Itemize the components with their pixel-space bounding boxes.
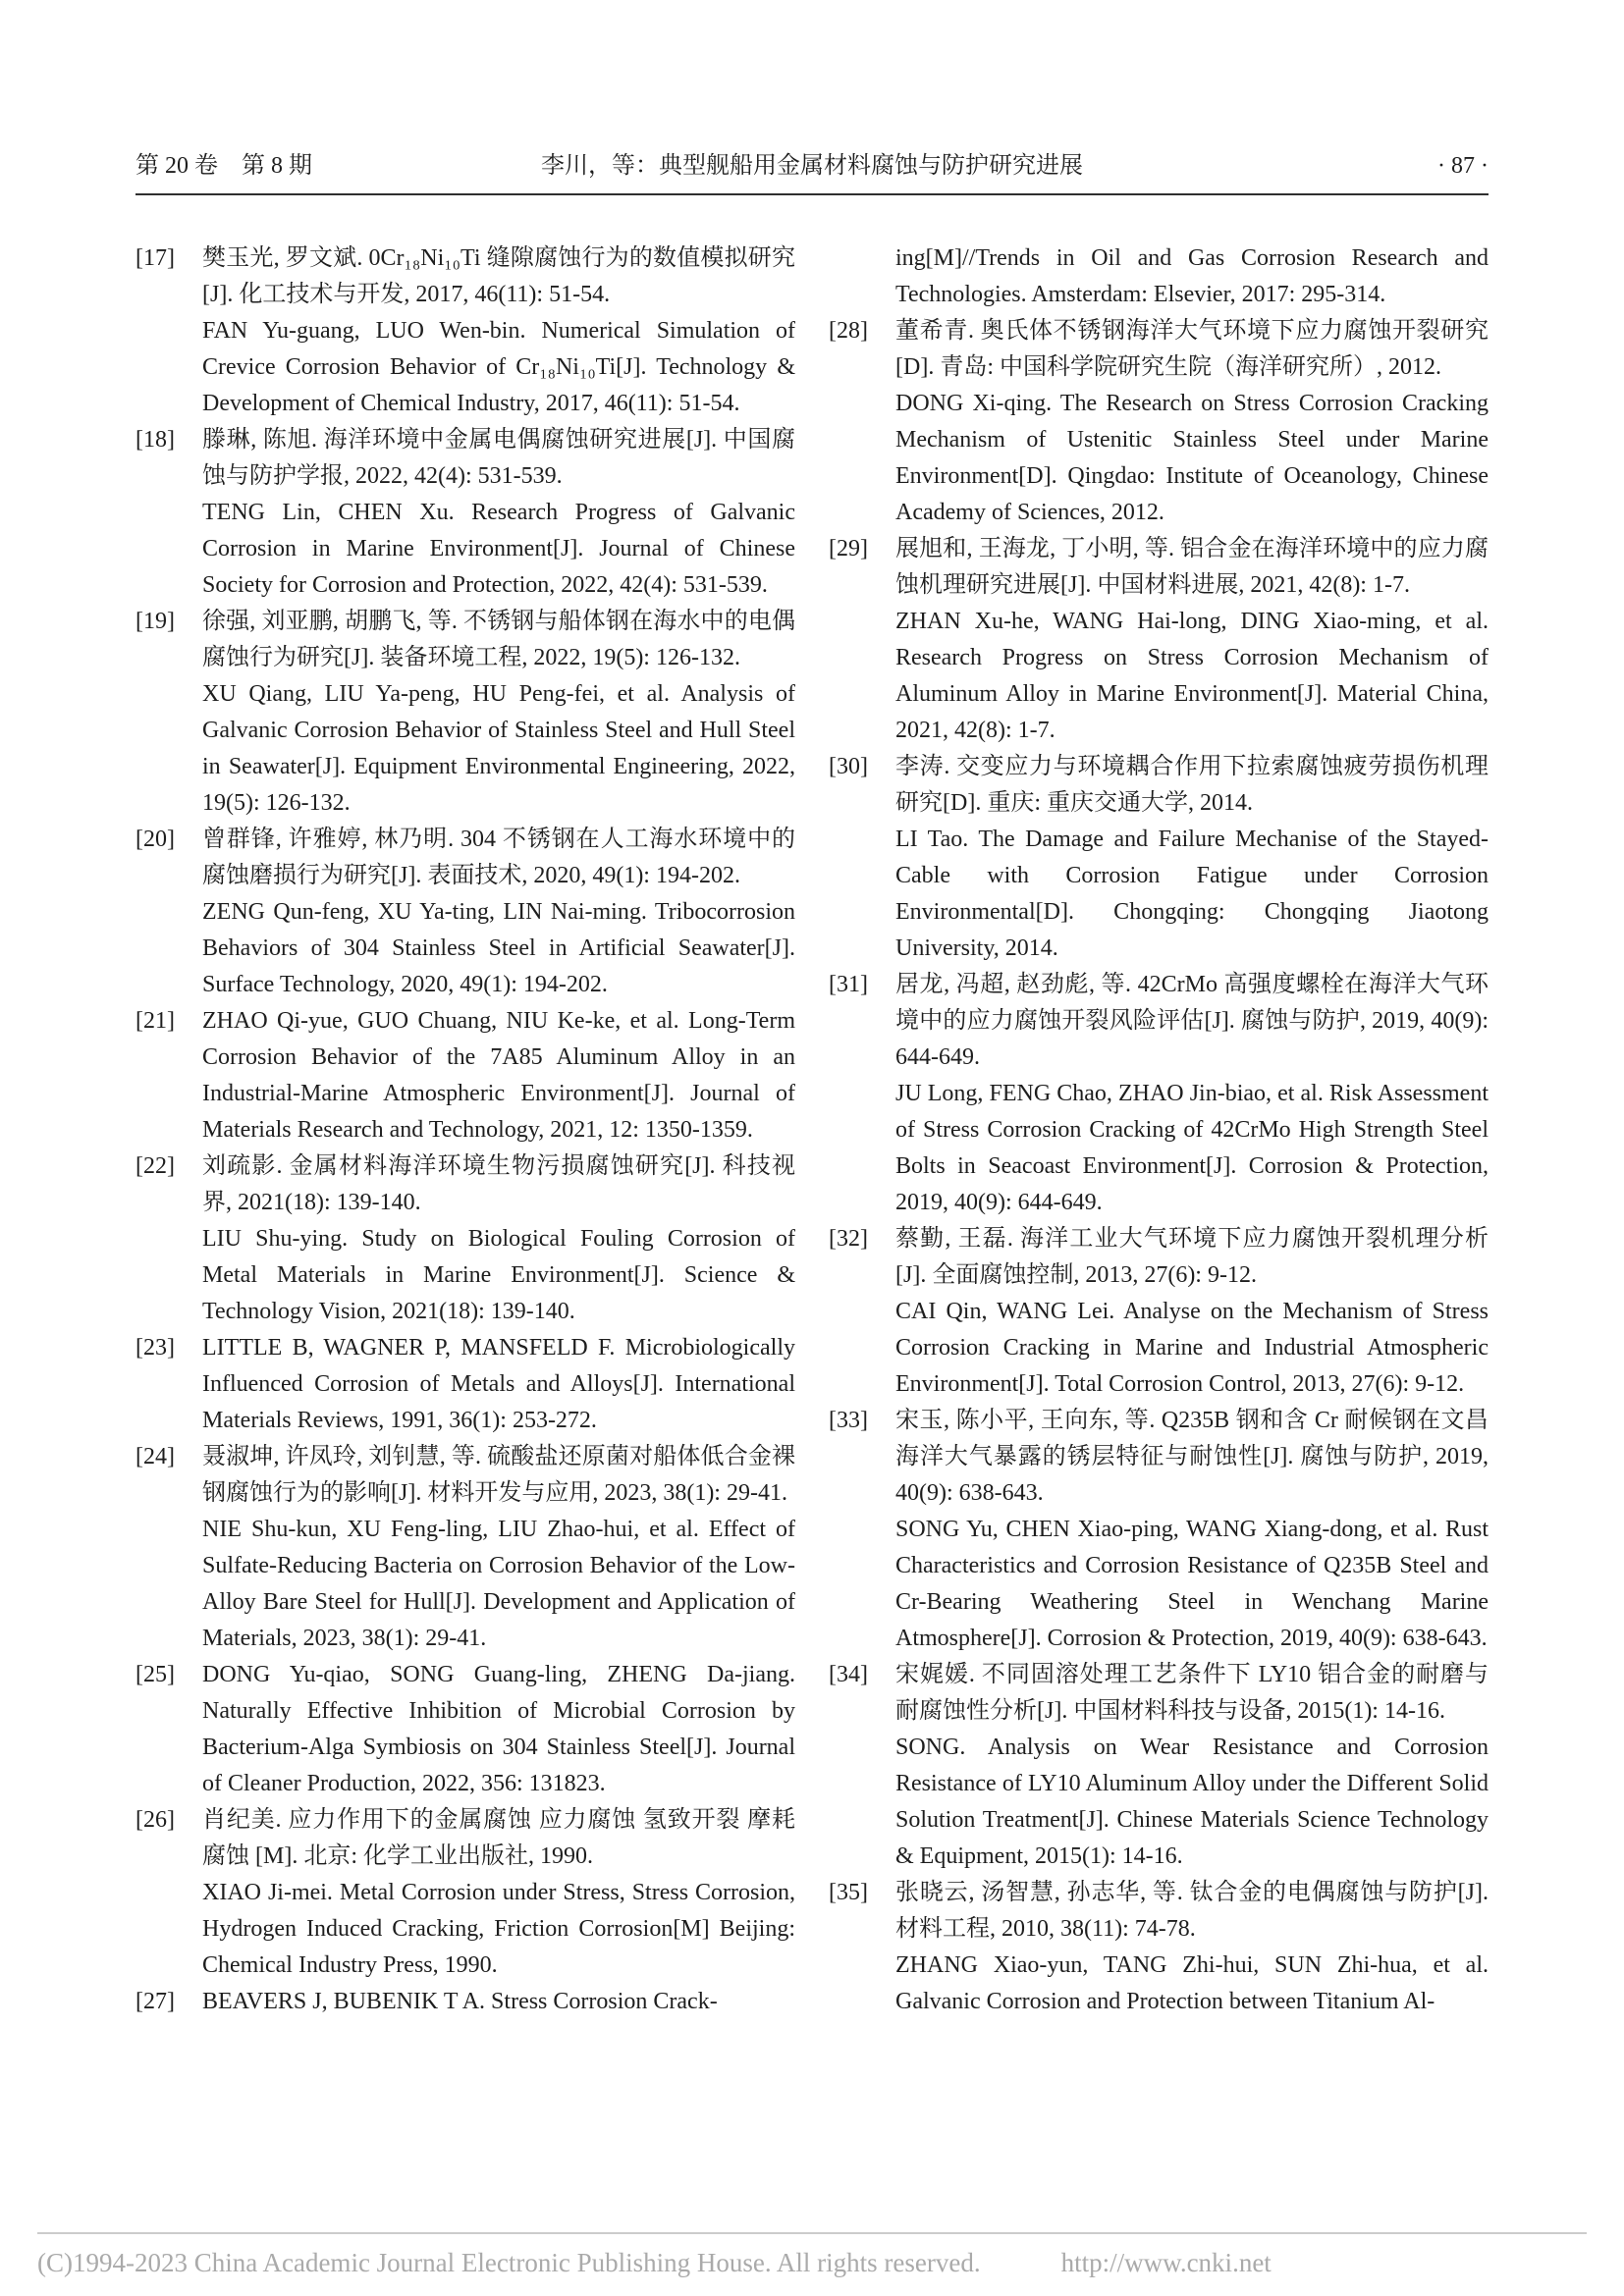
reference-number: [35] — [829, 1880, 868, 1905]
reference-number: [33] — [829, 1408, 868, 1433]
reference-english-text: DONG Xi-qing. The Research on Stress Corrosion Cracking Mechanism of Ustenitic Stainless Steel under Marine Environment[D]. Qingdao: Institute of Oceanology, Chinese Academy of Sciences, 2012. — [895, 391, 1489, 525]
reference-number: [22] — [135, 1153, 175, 1179]
reference-number: [26] — [135, 1807, 175, 1833]
reference-number: [29] — [829, 536, 868, 561]
reference-body — [202, 240, 795, 422]
reference-item — [135, 1003, 795, 1148]
reference-body — [202, 1802, 795, 1984]
footer-copyright: (C)1994-2023 China Academic Journal Electronic Publishing House. All rights reserved. — [37, 2248, 981, 2277]
page-header — [135, 0, 1489, 180]
reference-body — [202, 422, 795, 604]
reference-chinese-text: 刘疏影. 金属材料海洋环境生物污损腐蚀研究[J]. 科技视界, 2021(18): 139-140. — [202, 1153, 795, 1215]
reference-english-text: LITTLE B, WAGNER P, MANSFELD F. Microbiologically Influenced Corrosion of Metals and Alloys[J]. International Materials Reviews, 1991, 36(1): 253-272. — [202, 1335, 795, 1433]
reference-number: [20] — [135, 827, 175, 852]
reference-chinese-text: 徐强, 刘亚鹏, 胡鹏飞, 等. 不锈钢与船体钢在海水中的电偶腐蚀行为研究[J]. 装备环境工程, 2022, 19(5): 126-132. — [202, 609, 795, 670]
reference-item — [829, 313, 1489, 531]
reference-chinese-text: 曾群锋, 许雅婷, 林乃明. 304 不锈钢在人工海水环境中的腐蚀磨损行为研究[J]. 表面技术, 2020, 49(1): 194-202. — [202, 827, 795, 888]
reference-number: [30] — [829, 754, 868, 779]
reference-body — [202, 822, 795, 1003]
reference-chinese-text: 樊玉光, 罗文斌. 0Cr₁₈Ni₁₀Ti 缝隙腐蚀行为的数值模拟研究[J]. 化工技术与开发, 2017, 46(11): 51-54. — [202, 245, 795, 307]
reference-item — [135, 1439, 795, 1657]
reference-chinese-text: 蔡勤, 王磊. 海洋工业大气环境下应力腐蚀开裂机理分析[J]. 全面腐蚀控制, 2013, 27(6): 9-12. — [895, 1226, 1489, 1288]
reference-number: [21] — [135, 1008, 175, 1034]
reference-item — [829, 240, 1489, 313]
references-section — [135, 240, 1489, 2020]
reference-chinese-text: 展旭和, 王海龙, 丁小明, 等. 铝合金在海洋环境中的应力腐蚀机理研究进展[J]. 中国材料进展, 2021, 42(8): 1-7. — [895, 536, 1489, 598]
reference-body — [202, 1148, 795, 1330]
reference-number: [18] — [135, 427, 175, 453]
reference-item — [135, 422, 795, 604]
reference-english-text: ZENG Qun-feng, XU Ya-ting, LIN Nai-ming. Tribocorrosion Behaviors of 304 Stainless Steel in Artificial Seawater[J]. Surface Technology, 2020, 49(1): 194-202. — [202, 899, 795, 997]
reference-body — [895, 240, 1489, 313]
reference-chinese-text: 聂淑坤, 许凤玲, 刘钊慧, 等. 硫酸盐还原菌对船体低合金裸钢腐蚀行为的影响[J]. 材料开发与应用, 2023, 38(1): 29-41. — [202, 1444, 795, 1506]
reference-english-text: NIE Shu-kun, XU Feng-ling, LIU Zhao-hui, et al. Effect of Sulfate-Reducing Bacteria on Corrosion Behavior of the Low-Alloy Bare Steel for Hull[J]. Development and Application of Materials, 2023, 38(1): 29-41. — [202, 1517, 795, 1651]
reference-chinese-text: 肖纪美. 应力作用下的金属腐蚀 应力腐蚀 氢致开裂 摩耗腐蚀 [M]. 北京: 化学工业出版社, 1990. — [202, 1807, 795, 1869]
reference-body — [895, 967, 1489, 1221]
header-volume-issue: 第 20 卷 第 8 期 — [135, 153, 312, 179]
reference-item — [135, 604, 795, 822]
references-column-left — [135, 240, 795, 2020]
reference-body — [895, 531, 1489, 749]
reference-item — [829, 1875, 1489, 2020]
reference-number: [31] — [829, 972, 868, 997]
reference-item — [829, 531, 1489, 749]
reference-body — [202, 1003, 795, 1148]
reference-english-text: TENG Lin, CHEN Xu. Research Progress of Galvanic Corrosion in Marine Environment[J]. Journal of Chinese Society for Corrosion and Protection, 2022, 42(4): 531-539. — [202, 500, 795, 598]
reference-english-text: LI Tao. The Damage and Failure Mechanise of the Stayed-Cable with Corrosion Fatigue under Corrosion Environmental[D]. Chongqing: Chongqing Jiaotong University, 2014. — [895, 827, 1489, 961]
reference-english-text: XU Qiang, LIU Ya-peng, HU Peng-fei, et al. Analysis of Galvanic Corrosion Behavior of Stainless Steel and Hull Steel in Seawater[J]. Equipment Environmental Engineering, 2022, 19(5): 126-132. — [202, 681, 795, 816]
footer-divider — [37, 2232, 1587, 2234]
reference-item — [135, 822, 795, 1003]
header-article-title: 李川，等：典型舰船用金属材料腐蚀与防护研究进展 — [541, 153, 1083, 179]
reference-body — [202, 1330, 795, 1439]
reference-english-text: XIAO Ji-mei. Metal Corrosion under Stress, Stress Corrosion, Hydrogen Induced Cracking, Friction Corrosion[M] Beijing: Chemical Industry Press, 1990. — [202, 1880, 795, 1978]
references-column-right — [829, 240, 1489, 2020]
reference-body — [895, 1221, 1489, 1403]
reference-english-text: ZHAN Xu-he, WANG Hai-long, DING Xiao-ming, et al. Research Progress on Stress Corrosion Mechanism of Aluminum Alloy in Marine Environment[J]. Material China, 2021, 42(8): 1-7. — [895, 609, 1489, 743]
reference-english-text: ing[M]//Trends in Oil and Gas Corrosion Research and Technologies. Amsterdam: Elsevier, 2017: 295-314. — [895, 245, 1489, 307]
reference-chinese-text: 居龙, 冯超, 赵劲彪, 等. 42CrMo 高强度螺栓在海洋大气环境中的应力腐蚀开裂风险评估[J]. 腐蚀与防护, 2019, 40(9): 644-649. — [895, 972, 1489, 1070]
reference-chinese-text: 张晓云, 汤智慧, 孙志华, 等. 钛合金的电偶腐蚀与防护[J]. 材料工程, 2010, 38(11): 74-78. — [895, 1880, 1489, 1942]
reference-item — [135, 1802, 795, 1984]
reference-chinese-text: 李涛. 交变应力与环境耦合作用下拉索腐蚀疲劳损伤机理研究[D]. 重庆: 重庆交通大学, 2014. — [895, 754, 1489, 816]
reference-chinese-text: 滕琳, 陈旭. 海洋环境中金属电偶腐蚀研究进展[J]. 中国腐蚀与防护学报, 2022, 42(4): 531-539. — [202, 427, 795, 489]
reference-body — [895, 313, 1489, 531]
reference-item — [829, 749, 1489, 967]
reference-item — [135, 1657, 795, 1802]
reference-item — [135, 240, 795, 422]
reference-number: [25] — [135, 1662, 175, 1687]
reference-english-text: BEAVERS J, BUBENIK T A. Stress Corrosion Crack- — [202, 1989, 718, 2014]
reference-english-text: DONG Yu-qiao, SONG Guang-ling, ZHENG Da-jiang. Naturally Effective Inhibition of Microbial Corrosion by Bacterium-Alga Symbiosis on 304 Stainless Steel[J]. Journal of Cleaner Production, 2022, 356: 131823. — [202, 1662, 795, 1796]
reference-body — [895, 1875, 1489, 2020]
reference-item — [829, 967, 1489, 1221]
reference-body — [202, 1657, 795, 1802]
reference-item — [829, 1403, 1489, 1657]
reference-body — [895, 749, 1489, 967]
reference-english-text: CAI Qin, WANG Lei. Analyse on the Mechanism of Stress Corrosion Cracking in Marine and Industrial Atmospheric Environment[J]. Total Corrosion Control, 2013, 27(6): 9-12. — [895, 1299, 1489, 1397]
reference-number: [17] — [135, 245, 175, 271]
header-divider — [135, 193, 1489, 195]
reference-body — [202, 1439, 795, 1657]
reference-body — [202, 604, 795, 822]
reference-item — [829, 1221, 1489, 1403]
reference-number: [28] — [829, 318, 868, 344]
reference-number: [23] — [135, 1335, 175, 1361]
reference-chinese-text: 宋娓媛. 不同固溶处理工艺条件下 LY10 铝合金的耐磨与耐腐蚀性分析[J]. 中国材料科技与设备, 2015(1): 14-16. — [895, 1662, 1489, 1724]
reference-number: [19] — [135, 609, 175, 634]
reference-number: [32] — [829, 1226, 868, 1252]
reference-body — [895, 1657, 1489, 1875]
reference-number — [829, 240, 895, 313]
reference-item — [135, 1148, 795, 1330]
reference-english-text: SONG. Analysis on Wear Resistance and Corrosion Resistance of LY10 Aluminum Alloy under the Different Solid Solution Treatment[J]. Chinese Materials Science Technology & Equipment, 2015(1): 14-16. — [895, 1735, 1489, 1869]
reference-item — [829, 1657, 1489, 1875]
reference-number: [27] — [135, 1989, 175, 2014]
reference-english-text: ZHAO Qi-yue, GUO Chuang, NIU Ke-ke, et al. Long-Term Corrosion Behavior of the 7A85 Aluminum Alloy in an Industrial-Marine Atmospheric Environment[J]. Journal of Materials Research and Technology, 2021, 12: 1350-1359. — [202, 1008, 795, 1143]
footer-url: http://www.cnki.net — [1060, 2248, 1272, 2277]
reference-english-text: SONG Yu, CHEN Xiao-ping, WANG Xiang-dong, et al. Rust Characteristics and Corrosion Resistance of Q235B Steel and Cr-Bearing Weathering Steel in Wenchang Marine Atmosphere[J]. Corrosion & Protection, 2019, 40(9): 638-643. — [895, 1517, 1489, 1651]
reference-chinese-text: 董希青. 奥氏体不锈钢海洋大气环境下应力腐蚀开裂研究[D]. 青岛: 中国科学院研究生院（海洋研究所）, 2012. — [895, 318, 1489, 380]
reference-body — [895, 1403, 1489, 1657]
reference-number: [24] — [135, 1444, 175, 1469]
reference-english-text: LIU Shu-ying. Study on Biological Fouling Corrosion of Metal Materials in Marine Environment[J]. Science & Technology Vision, 2021(18): 139-140. — [202, 1226, 795, 1324]
reference-item — [135, 1330, 795, 1439]
reference-number: [34] — [829, 1662, 868, 1687]
reference-item — [135, 1984, 795, 2020]
reference-body — [202, 1984, 795, 2020]
page-footer — [37, 2232, 1587, 2278]
reference-chinese-text: 宋玉, 陈小平, 王向东, 等. Q235B 钢和含 Cr 耐候钢在文昌海洋大气暴露的锈层特征与耐蚀性[J]. 腐蚀与防护, 2019, 40(9): 638-643. — [895, 1408, 1489, 1506]
reference-english-text: ZHANG Xiao-yun, TANG Zhi-hui, SUN Zhi-hua, et al. Galvanic Corrosion and Protection between Titanium Al- — [895, 1952, 1489, 2014]
header-page-number: · 87 · — [1437, 153, 1489, 179]
reference-english-text: FAN Yu-guang, LUO Wen-bin. Numerical Simulation of Crevice Corrosion Behavior of Cr₁₈Ni₁₀Ti[J]. Technology & Development of Chemical Industry, 2017, 46(11): 51-54. — [202, 318, 795, 416]
reference-english-text: JU Long, FENG Chao, ZHAO Jin-biao, et al. Risk Assessment of Stress Corrosion Cracking of 42CrMo High Strength Steel Bolts in Seacoast Environment[J]. Corrosion & Protection, 2019, 40(9): 644-649. — [895, 1081, 1489, 1215]
